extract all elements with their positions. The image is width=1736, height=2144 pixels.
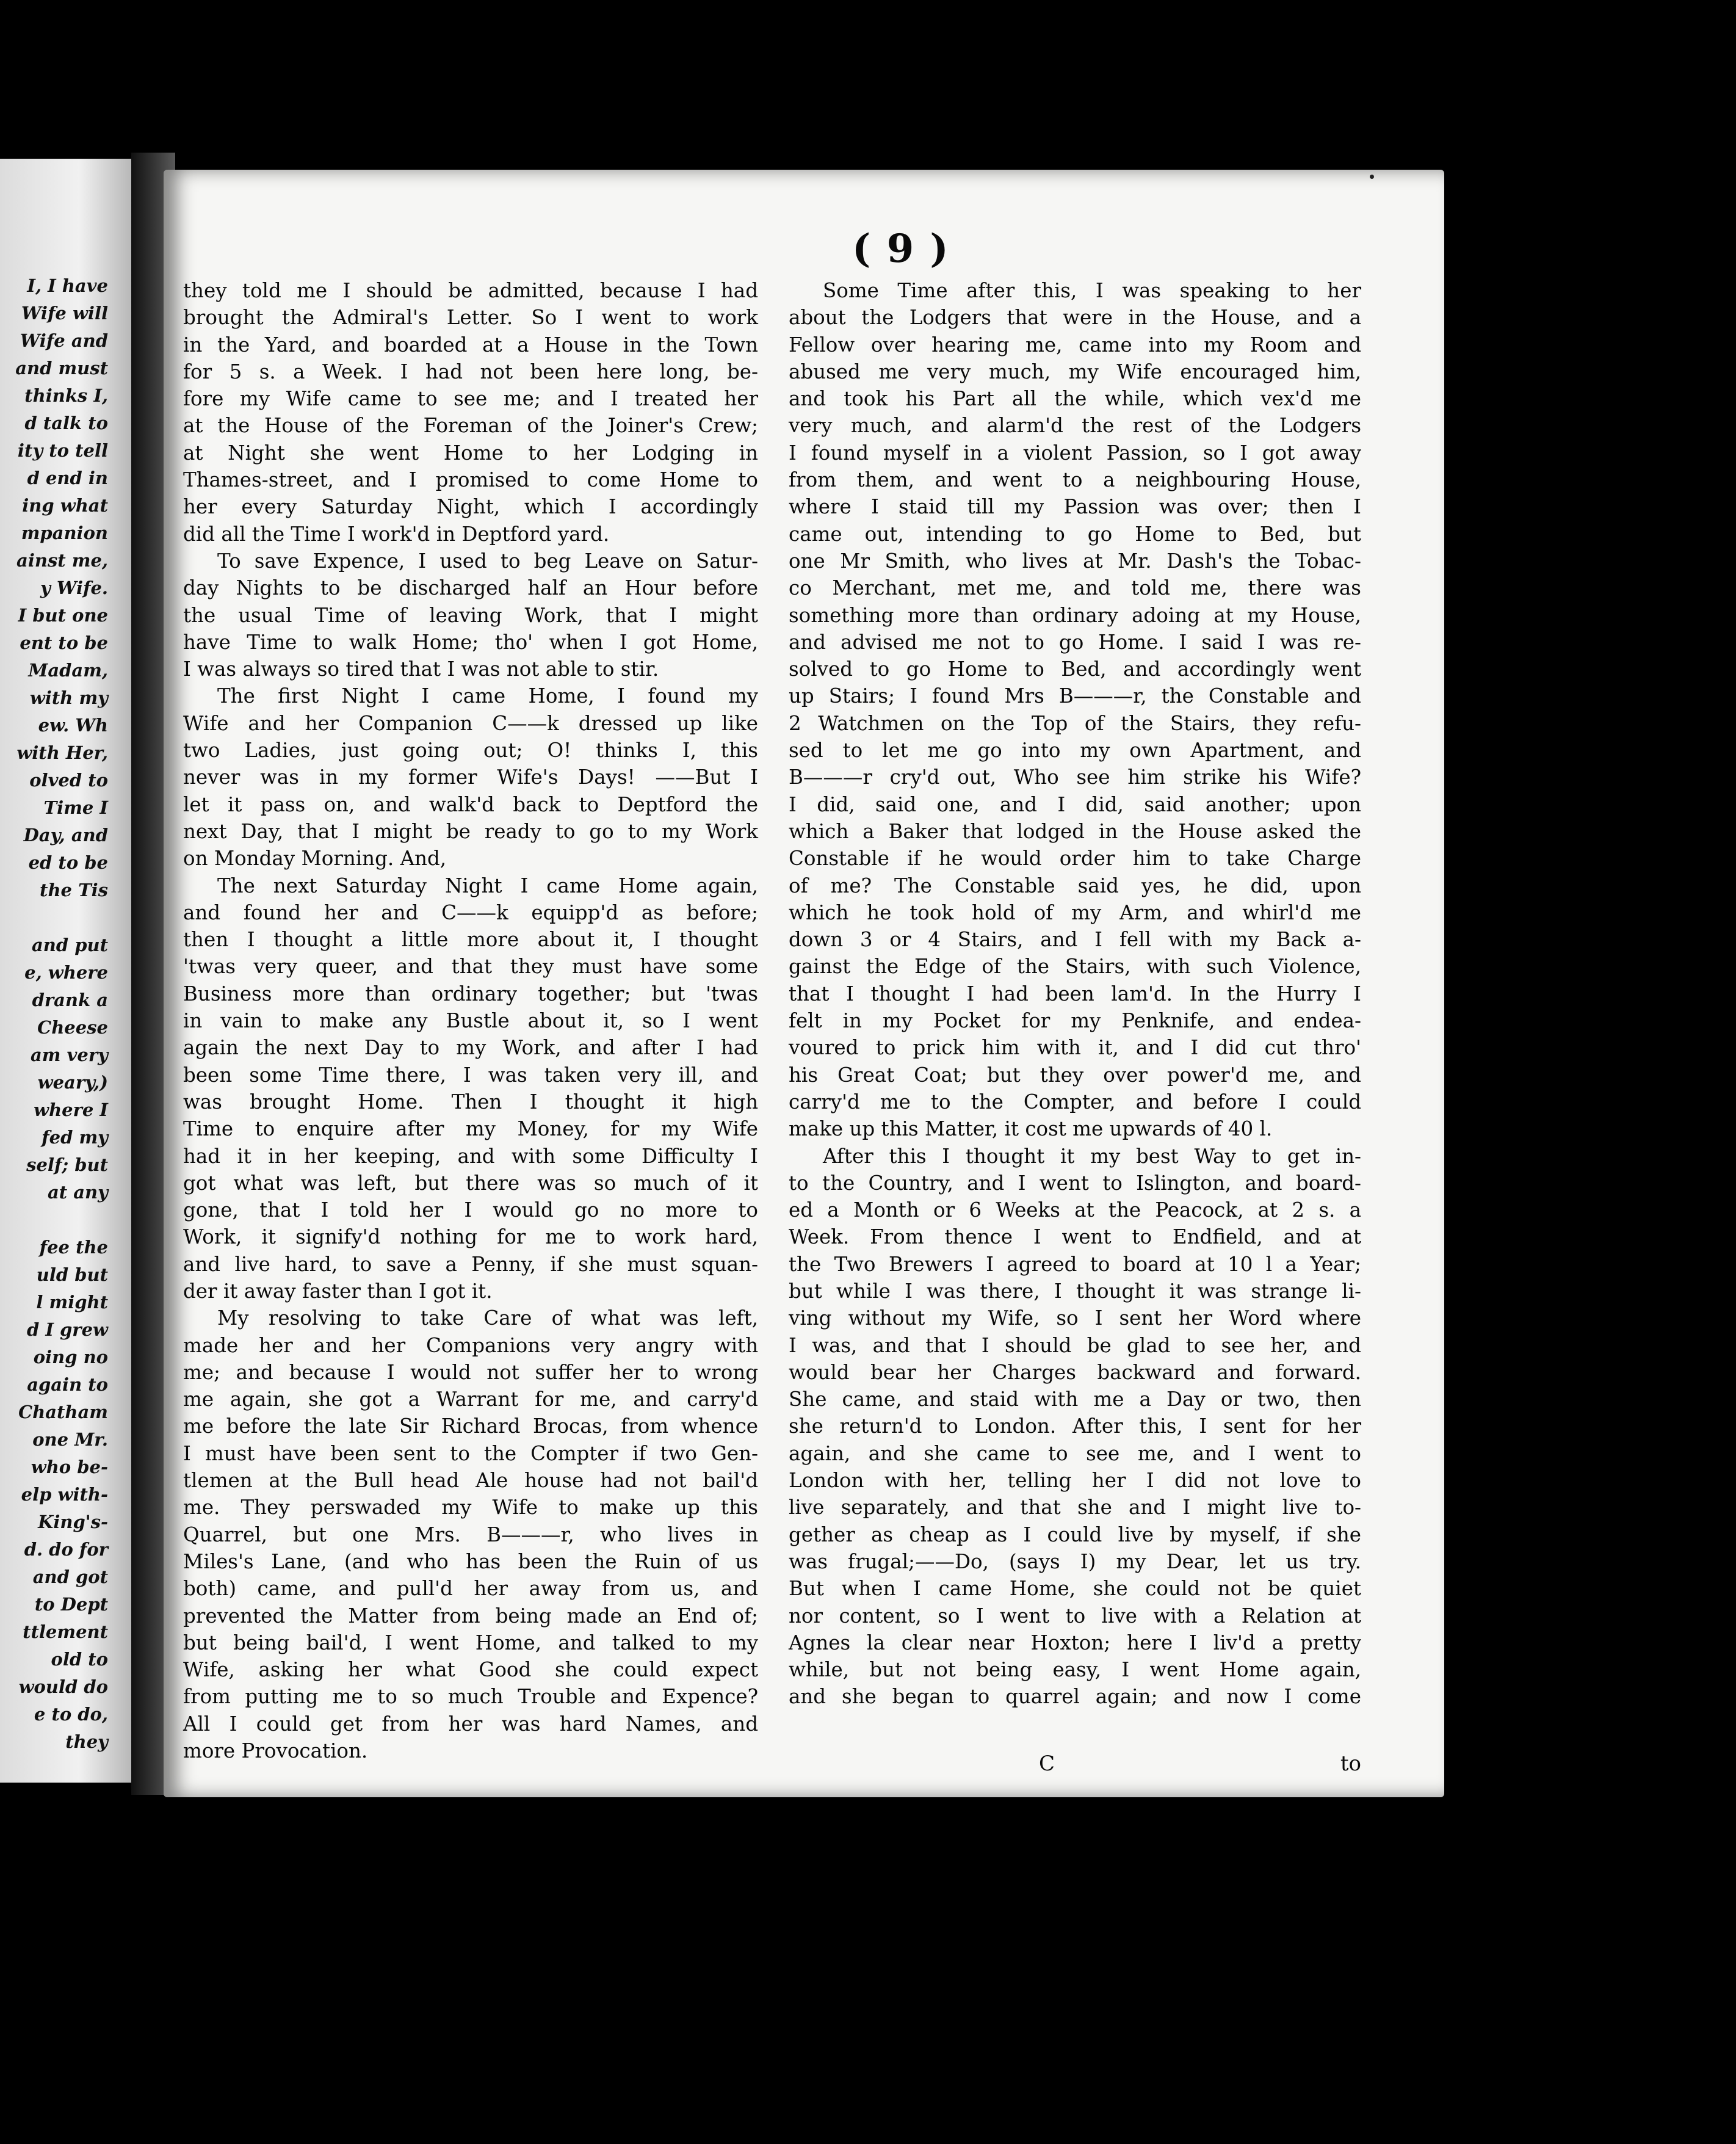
text-line: his Great Coat; but they over power'd me, and [789,1063,1361,1087]
text-line: that I thought I had been lam'd. In the Hurry I [789,982,1361,1005]
margin-fragment: Day, and [23,825,108,846]
text-line: and found her and C——k equipp'd as before; [183,900,758,924]
margin-fragment: to Dept [34,1594,108,1615]
text-line: 2 Watchmen on the Top of the Stairs, they refu- [789,711,1361,735]
text-line: der it away faster than I got it. [183,1279,493,1303]
margin-fragment: the Tis [40,880,108,900]
text-line: My resolving to take Care of what was left, [217,1306,758,1330]
text-line: came out, intending to go Home to Bed, but [789,522,1361,546]
margin-fragment: and put [31,935,108,955]
margin-fragment: ainst me, [16,550,108,571]
margin-fragment: l might [36,1292,108,1313]
margin-fragment: Madam, [28,660,108,681]
margin-fragment: y Wife. [40,578,108,598]
margin-fragment: ent to be [20,632,108,653]
margin-fragment: d talk to [24,413,108,433]
text-line: I was always so tired that I was not able to stir. [183,657,659,681]
margin-fragment: and must [15,358,108,378]
text-line: but while I was there, I thought it was strange li- [789,1279,1361,1303]
text-line: her every Saturday Night, which I accordingly [183,495,758,519]
text-line: The first Night I came Home, I found my [217,684,758,708]
text-line: I did, said one, and I did, said another; upon [789,792,1361,816]
text-line: The next Saturday Night I came Home again, [217,874,758,897]
text-line: for 5 s. a Week. I had not been here long, be- [183,360,758,383]
margin-fragment: am very [30,1045,108,1065]
margin-fragment: and got [32,1566,108,1587]
margin-fragment: they [65,1731,108,1752]
margin-fragment: e, where [24,962,108,983]
margin-fragment: ing what [22,495,108,516]
text-line: again, and she came to see me, and I went to [789,1441,1361,1465]
text-line: where I staid till my Passion was over; then I [789,495,1361,519]
text-line: voured to prick him with it, and I did cut thro' [789,1036,1361,1060]
text-line: Miles's Lane, (and who has been the Ruin of us [183,1549,758,1573]
text-line: make up this Matter, it cost me upwards of 40 l. [789,1117,1273,1141]
margin-fragment: e to do, [34,1704,108,1725]
text-line: me before the late Sir Richard Brocas, from whence [183,1414,758,1438]
text-line: which a Baker that lodged in the House asked the [789,819,1361,843]
text-line: ed a Month or 6 Weeks at the Peacock, at 2 s. a [789,1198,1361,1222]
margin-fragment: d. do for [24,1539,108,1560]
text-line: B———r cry'd out, Who see him strike his Wife? [789,766,1361,789]
margin-fragment: elp with- [21,1484,108,1505]
text-line: I was, and that I should be glad to see her, and [789,1333,1361,1357]
text-line: was brought Home. Then I thought it high [183,1090,758,1114]
text-line: but being bail'd, I went Home, and talked to my [183,1631,758,1654]
text-line: the Two Brewers I agreed to board at 10 l a Year; [789,1252,1361,1276]
margin-fragment: Time I [43,797,108,818]
text-line: co Merchant, met me, and told me, there was [789,576,1361,600]
text-line: to the Country, and I went to Islington, and board- [789,1171,1361,1195]
text-line: London with her, telling her I did not love to [789,1469,1361,1493]
text-line: Work, it signify'd nothing for me to work hard, [183,1225,758,1249]
margin-fragment: thinks I, [24,385,108,406]
text-line: I must have been sent to the Compter if two Gen- [183,1441,758,1465]
margin-fragment: Cheese [37,1017,108,1038]
text-line: got what was left, but there was so much of it [183,1171,758,1195]
text-line: then I thought a little more about it, I thought [183,928,758,952]
text-line: they told me I should be admitted, because I had [183,279,758,302]
margin-fragment [0,904,108,932]
margin-fragment: with my [29,687,108,708]
margin-fragment: d end in [27,468,108,488]
margin-fragment: I, I have [27,275,108,296]
text-line: one Mr Smith, who lives at Mr. Dash's the Tobac- [789,549,1361,573]
facing-page-text [0,272,108,1756]
text-line: fore my Wife came to see me; and I treated her [183,387,758,411]
margin-fragment: Chatham [18,1402,108,1422]
margin-fragment: I but one [18,605,108,626]
text-line: made her and her Companions very angry with [183,1333,758,1357]
text-line: carry'd me to the Compter, and before I could [789,1090,1361,1114]
margin-fragment: would do [18,1676,108,1697]
signature-line [789,1751,1361,1778]
text-line: I found myself in a violent Passion, so I got away [789,441,1361,465]
margin-fragment: old to [51,1649,108,1670]
text-line: To save Expence, I used to beg Leave on Satur- [217,549,758,573]
margin-fragment: uld but [36,1264,108,1285]
margin-fragment: ity to tell [17,440,108,461]
text-line: gainst the Edge of the Stairs, with such Violence, [789,955,1361,979]
text-column-right [789,277,1361,1711]
margin-fragment: again to [27,1374,108,1395]
margin-fragment: one Mr. [32,1429,108,1450]
margin-fragment: weary,) [37,1072,108,1093]
text-line: very much, and alarm'd the rest of the Lodgers [789,414,1361,438]
margin-fragment: who be- [31,1457,108,1477]
text-line: never was in my former Wife's Days! ——But I [183,766,758,789]
text-line: would bear her Charges backward and forward. [789,1360,1361,1384]
text-line: Time to enquire after my Money, for my Wife [183,1117,758,1141]
text-line: Some Time after this, I was speaking to her [823,279,1361,302]
text-line: been some Time there, I was taken very ill, and [183,1063,758,1087]
text-line: two Ladies, just going out; O! thinks I, this [183,739,758,762]
text-line: brought the Admiral's Letter. So I went to work [183,306,758,330]
text-line: nor content, so I went to live with a Relation at [789,1604,1361,1628]
text-line: which he took hold of my Arm, and whirl'd me [789,900,1361,924]
margin-fragment: King's- [38,1512,108,1532]
margin-fragment: fee the [39,1237,108,1258]
margin-fragment: drank a [32,990,108,1010]
text-line: about the Lodgers that were in the House, and a [789,306,1361,330]
text-line: from them, and went to a neighbouring House, [789,468,1361,492]
margin-fragment: Wife and [20,330,108,351]
text-line: Fellow over hearing me, came into my Room and [789,333,1361,357]
text-line: the usual Time of leaving Work, that I might [183,603,758,627]
margin-fragment: oing no [33,1347,108,1367]
margin-fragment: ed to be [28,852,108,873]
text-line: Agnes la clear near Hoxton; here I liv'd a pretty [789,1631,1361,1654]
text-line: abused me very much, my Wife encouraged him, [789,360,1361,383]
margin-fragment [0,1206,108,1234]
text-line: while, but not being easy, I went Home again, [789,1658,1361,1682]
text-line: next Day, that I might be ready to go to my Work [183,819,758,843]
text-line: something more than ordinary adoing at my House, [789,603,1361,627]
text-line: day Nights to be discharged half an Hour before [183,576,758,600]
text-line: Wife, asking her what Good she could expect [183,1658,758,1682]
margin-fragment: ew. Wh [38,715,108,736]
text-line: ving without my Wife, so I sent her Word where [789,1306,1361,1330]
text-line: Week. From thence I went to Endfield, and at [789,1225,1361,1249]
text-line: felt in my Pocket for my Penknife, and endea- [789,1009,1361,1033]
text-line: After this I thought it my best Way to get in- [823,1144,1361,1168]
margin-fragment: where I [34,1099,108,1120]
text-line: 'twas very queer, and that they must have some [183,955,758,979]
text-line: and took his Part all the while, which vex'd me [789,387,1361,411]
text-line: gone, that I told her I would go no more to [183,1198,758,1222]
book-page [164,170,1444,1797]
page-number: ( 9 ) [852,226,950,272]
text-line: in the Yard, and boarded at a House in the Town [183,333,758,357]
catchword: to [1340,1751,1361,1776]
text-line: me. They perswaded my Wife to make up this [183,1496,758,1519]
text-line: from putting me to so much Trouble and Expence? [183,1685,758,1709]
text-line: did all the Time I work'd in Deptford yard. [183,522,610,546]
text-line: prevented the Matter from being made an End of; [183,1604,758,1628]
text-line: was frugal;——Do, (says I) my Dear, let us try. [789,1549,1361,1573]
text-line: at the House of the Foreman of the Joiner's Crew; [183,414,758,438]
facing-page-edge [0,159,131,1783]
text-line: of me? The Constable said yes, he did, upon [789,874,1361,897]
margin-fragment: self; but [26,1154,108,1175]
margin-fragment: d I grew [26,1319,108,1340]
text-line: in vain to make any Bustle about it, so I went [183,1009,758,1033]
text-line: down 3 or 4 Stairs, and I fell with my Back a- [789,928,1361,952]
margin-fragment: Wife will [21,303,108,324]
margin-fragment: at any [47,1182,108,1203]
text-line: again the next Day to my Work, and after I had [183,1036,758,1060]
text-line: had it in her keeping, and with some Difficulty I [183,1144,758,1168]
text-line: Constable if he would order him to take Charge [789,847,1361,871]
text-line: She came, and staid with me a Day or two, then [789,1388,1361,1411]
text-line: solved to go Home to Bed, and accordingly went [789,657,1361,681]
text-line: and live hard, to save a Penny, if she must squan- [183,1252,758,1276]
text-line: and advised me not to go Home. I said I was re- [789,630,1361,654]
text-line: me; and because I would not suffer her to wrong [183,1360,758,1384]
text-line: have Time to walk Home; tho' when I got Home, [183,630,758,654]
text-line: she return'd to London. After this, I sent for her [789,1414,1361,1438]
signature-mark: C [1039,1751,1055,1776]
text-column-left [183,277,758,1764]
text-line: gether as cheap as I could live by myself, if she [789,1523,1361,1546]
text-line: more Provocation. [183,1739,368,1763]
margin-fragment: with Her, [16,742,108,763]
text-line: Thames-street, and I promised to come Home to [183,468,758,492]
margin-fragment: olved to [29,770,108,791]
text-line: Wife and her Companion C——k dressed up like [183,711,758,735]
text-line: up Stairs; I found Mrs B———r, the Constable and [789,684,1361,708]
text-line: But when I came Home, she could not be quiet [789,1577,1361,1601]
text-line: on Monday Morning. And, [183,847,447,871]
speck [1370,175,1374,179]
margin-fragment: mpanion [21,523,108,543]
text-line: both) came, and pull'd her away from us, and [183,1577,758,1601]
text-line: Quarrel, but one Mrs. B———r, who lives in [183,1523,758,1546]
text-line: and she began to quarrel again; and now I come [789,1685,1361,1709]
margin-fragment: ttlement [23,1621,108,1642]
text-line: let it pass on, and walk'd back to Deptford the [183,792,758,816]
text-line: live separately, and that she and I might live to- [789,1496,1361,1519]
text-line: sed to let me go into my own Apartment, and [789,739,1361,762]
text-line: at Night she went Home to her Lodging in [183,441,758,465]
margin-fragment: fed my [42,1127,108,1148]
text-line: Business more than ordinary together; but 'twas [183,982,758,1005]
text-line: tlemen at the Bull head Ale house had not bail'd [183,1469,758,1493]
text-line: All I could get from her was hard Names, and [183,1712,758,1736]
text-line: me again, she got a Warrant for me, and carry'd [183,1388,758,1411]
